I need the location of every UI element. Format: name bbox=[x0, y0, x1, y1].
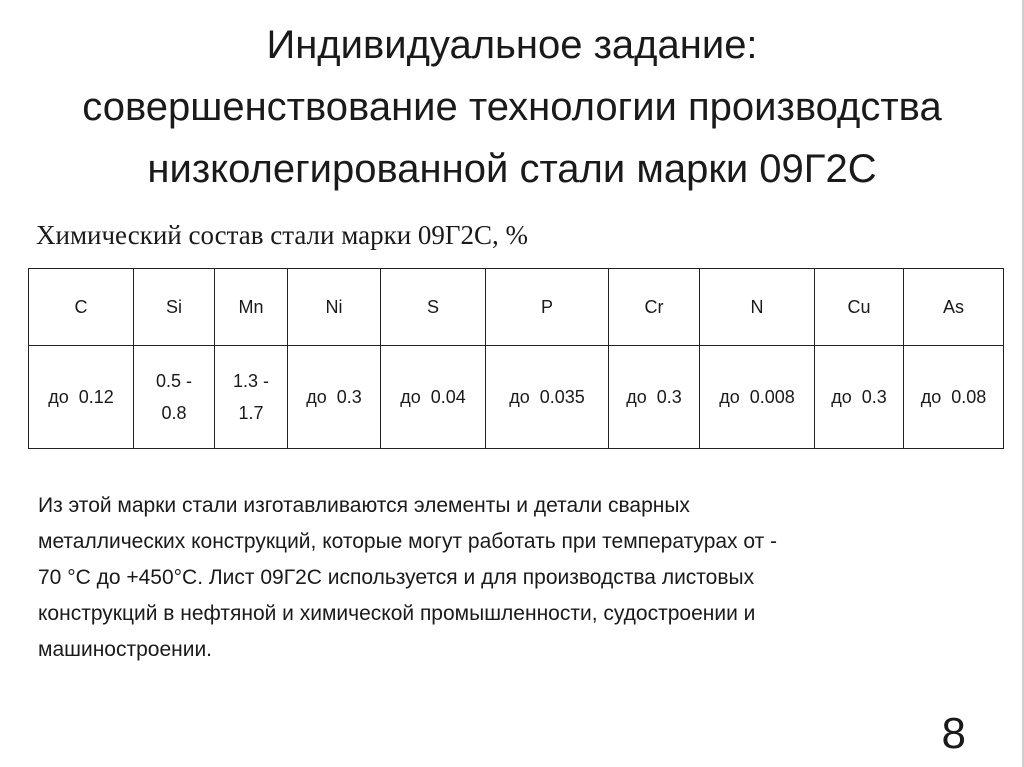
description-line-4: конструкций в нефтяной и химической промышленности, судостроении и bbox=[38, 602, 756, 625]
description-paragraph bbox=[38, 488, 988, 668]
header-cell-si: Si bbox=[134, 269, 215, 346]
value-cell-n: до 0.008 bbox=[700, 346, 815, 449]
value-cell-as: до 0.08 bbox=[904, 346, 1004, 449]
title-line-1: Индивидуальное задание: bbox=[266, 23, 758, 67]
header-cell-mn: Mn bbox=[215, 269, 288, 346]
description-line-3: 70 °С до +450°С. Лист 09Г2С используется и для производства листовых bbox=[38, 566, 755, 589]
value-cell-mn: 1.3 - 1.7 bbox=[215, 346, 288, 449]
table-caption: Химический состав стали марки 09Г2С, % bbox=[36, 220, 529, 250]
page-number: 8 bbox=[941, 709, 966, 758]
header-cell-p: P bbox=[486, 269, 609, 346]
header-cell-c: С bbox=[29, 269, 134, 346]
header-cell-as: As bbox=[904, 269, 1004, 346]
description-line-2: металлических конструкций, которые могут работать при температурах от - bbox=[38, 530, 778, 553]
value-cell-s: до 0.04 bbox=[381, 346, 486, 449]
value-cell-cu: до 0.3 bbox=[815, 346, 904, 449]
description-line-1: Из этой марки стали изготавливаются элементы и детали сварных bbox=[38, 494, 690, 517]
header-cell-n: N bbox=[700, 269, 815, 346]
value-cell-cr: до 0.3 bbox=[609, 346, 700, 449]
value-cell-ni: до 0.3 bbox=[288, 346, 381, 449]
value-cell-p: до 0.035 bbox=[486, 346, 609, 449]
value-cell-si: 0.5 - 0.8 bbox=[134, 346, 215, 449]
table-header-row bbox=[29, 269, 1004, 346]
header-cell-ni: Ni bbox=[288, 269, 381, 346]
slide-title bbox=[0, 14, 1024, 200]
header-cell-cr: Cr bbox=[609, 269, 700, 346]
chemical-composition-table bbox=[28, 268, 1004, 449]
value-cell-c: до 0.12 bbox=[29, 346, 134, 449]
title-line-2: совершенствование технологии производства bbox=[82, 85, 942, 129]
title-line-3: низколегированной стали марки 09Г2С bbox=[147, 147, 877, 191]
header-cell-s: S bbox=[381, 269, 486, 346]
table-values-row bbox=[29, 346, 1004, 449]
description-line-5: машиностроении. bbox=[38, 638, 213, 661]
header-cell-cu: Cu bbox=[815, 269, 904, 346]
